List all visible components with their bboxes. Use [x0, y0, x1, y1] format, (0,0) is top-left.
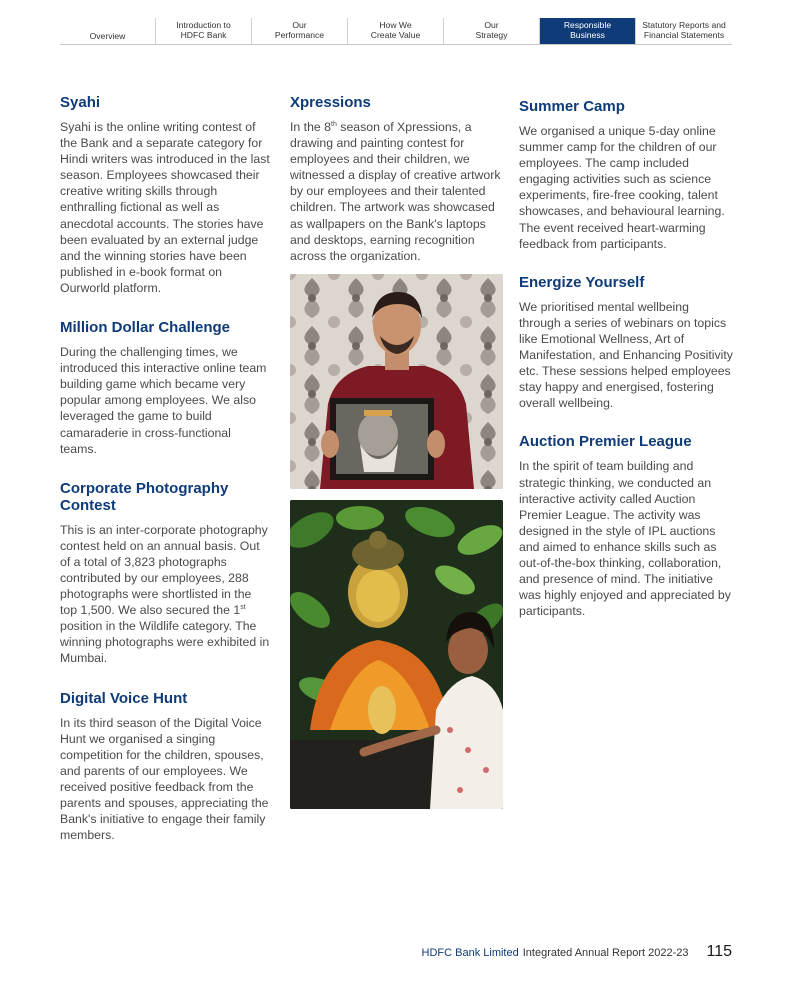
auction-premier-league-section	[519, 433, 734, 619]
nav-tab-introduction[interactable]	[156, 18, 252, 44]
page-number: 115	[706, 943, 732, 960]
corporate-photography-section	[60, 480, 270, 667]
nav-tab-strategy[interactable]	[444, 18, 540, 44]
top-navigation	[60, 18, 732, 45]
section-body: We prioritised mental wellbeing through a series of webinars on topics like Emotional Wellness, Art of Manifestation, and Enhancing Positivity etc. These sessions helped employees stay happy and energised, fostering overall wellbeing.	[519, 299, 733, 411]
syahi-section	[60, 94, 270, 296]
nav-tab-label-line1: Statutory Reports and	[642, 19, 726, 30]
nav-tab-label-line2: Financial Statements	[643, 29, 725, 40]
section-body: Syahi is the online writing contest of the Bank and a separate category for Hindi writers was introduced in the last season. Employees showcased their creative writing skills through enthralling fictional as well as anecdotal accounts. The stories have been evaluated by an external judge and the winning stories have been published in e-book format on Ourworld platform.	[60, 120, 270, 295]
section-title: Digital Voice Hunt	[60, 689, 188, 707]
section-body: In the spirit of team building and strategic thinking, we conducted an interactive activity called Auction Premier League. The activity was designed in the style of IPL auctions and aimed to enhance skills such as out-of-the-box thinking, collaboration, and presence of mind. The initiative was highly enjoyed and appreciated by participants.	[519, 459, 731, 619]
nav-tab-label-line1: Our	[292, 19, 307, 30]
nav-tab-label-line1: Introduction to	[176, 19, 231, 30]
left-column	[60, 94, 270, 866]
digital-voice-hunt-section	[60, 690, 270, 844]
section-title: Million Dollar Challenge	[60, 319, 231, 337]
page-footer	[422, 943, 732, 961]
section-title: Syahi	[60, 94, 101, 111]
nav-tab-label-line1: Our	[484, 19, 499, 30]
section-title: Corporate Photography Contest	[60, 479, 229, 514]
right-column	[519, 98, 734, 641]
footer-brand: HDFC Bank Limited	[421, 947, 519, 959]
section-title: Auction Premier League	[519, 433, 692, 451]
nav-tab-performance[interactable]	[252, 18, 348, 44]
nav-tab-label: Overview	[89, 31, 126, 41]
summer-camp-section	[519, 98, 734, 252]
section-title: Summer Camp	[519, 98, 625, 115]
nav-tab-label-line2: Business	[570, 29, 605, 40]
nav-tab-label-line2: Strategy	[475, 29, 508, 40]
nav-tab-label-line2: HDFC Bank	[180, 29, 227, 40]
nav-tab-label-line2: Performance	[274, 29, 325, 40]
nav-tab-label-line1: How We	[379, 19, 412, 30]
section-body: In the 8th season of Xpressions, a drawing and painting contest for employees and their children, we witnessed a display of creative artwork by our employees and their talented children. The artwork was showcased as wallpapers on the Bank's laptops and desktops, earning recognition across the organization.	[290, 120, 501, 263]
section-title: Xpressions	[290, 94, 371, 111]
nav-tab-label-line1: Responsible	[563, 19, 612, 30]
energize-yourself-section	[519, 274, 734, 412]
photo-child-with-painting	[290, 500, 503, 809]
middle-column	[290, 94, 503, 287]
nav-tab-responsible-business[interactable]	[540, 18, 636, 44]
xpressions-section	[290, 94, 503, 264]
nav-tab-overview[interactable]	[60, 18, 156, 44]
nav-tab-label-line2: Create Value	[370, 29, 421, 40]
nav-tab-create-value[interactable]	[348, 18, 444, 44]
section-body: In its third season of the Digital Voice Hunt we organised a singing competition for the children, spouses, and parents of our employees. We received positive feedback from the parents and spouses, appreciating the Bank's initiative to engage their family members.	[60, 715, 269, 843]
section-body: During the challenging times, we introduced this interactive online team building game which became very popular among employees. We also leveraged the game to build camaraderie in cross-functional teams.	[60, 345, 267, 456]
nav-tab-statutory-reports[interactable]	[636, 18, 732, 44]
photo-employee-with-portrait	[290, 274, 503, 489]
footer-report-title: Integrated Annual Report 2022-23	[522, 947, 689, 959]
million-dollar-challenge-section	[60, 319, 270, 457]
section-body: This is an inter-corporate photography contest held on an annual basis. Out of a total of 3,823 photographs contributed by our employees, 288 photographs were shortlisted in the top 1,500. We also secured the 1st position in the Wildlife category. The winning photographs were exhibited in Mumbai.	[60, 522, 270, 666]
section-body: We organised a unique 5-day online summer camp for the children of our employees. The camp included engaging activities such as science experiments, fire-free cooking, talent showcases, and behavioural learning. The event received heart-warming feedback from participants.	[519, 124, 725, 251]
section-title: Energize Yourself	[519, 273, 645, 291]
